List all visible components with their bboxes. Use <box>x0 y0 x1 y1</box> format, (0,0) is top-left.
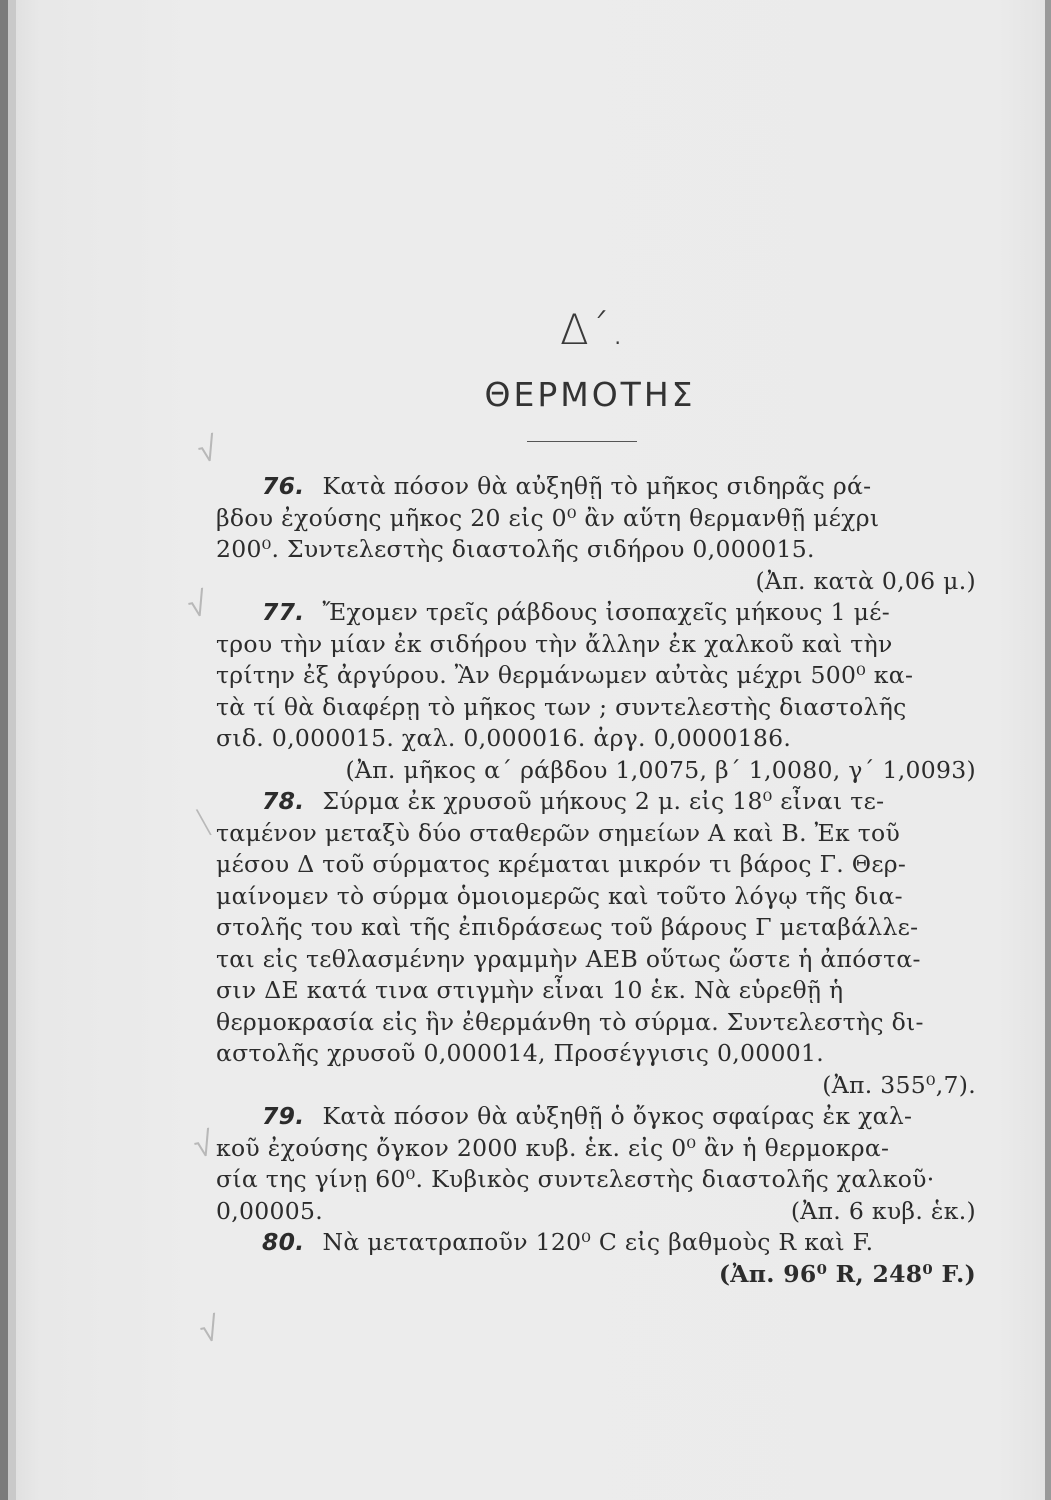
chapter-title: ΘΕΡΜΟΤΗΣ <box>484 375 696 414</box>
problem-78-line-1 <box>216 786 976 818</box>
problem-text-line: 200⁰. Συντελεστὴς διαστολῆς σιδήρου 0,000015. <box>216 535 815 563</box>
problem-answer: (Ἀπ. κατὰ 0,06 μ.) <box>755 566 976 595</box>
problem-text-line: μέσου Δ τοῦ σύρματος κρέμαται μικρόν τι βάρος Γ. Θερ- <box>216 850 907 878</box>
problem-text-line: βδου ἐχούσης μῆκος 20 εἰς 0⁰ ἂν αὕτη θερμανθῇ μέχρι <box>216 503 880 532</box>
problems-text <box>216 471 976 1290</box>
page-spine-shadow <box>0 0 8 1500</box>
problem-80-line-1 <box>216 1227 976 1259</box>
problem-text-line: Σύρμα ἐκ χρυσοῦ μήκους 2 μ. εἰς 18⁰ εἶναι τε- <box>322 787 885 815</box>
problem-text-line: στολῆς του καὶ τῆς ἐπιδράσεως τοῦ βάρους Γ μεταβάλλε- <box>216 913 919 941</box>
problem-text-line: μαίνομεν τὸ σύρμα ὁμοιομερῶς καὶ τοῦτο λόγῳ τῆς δια- <box>216 881 903 910</box>
problem-number: 80. <box>262 1228 305 1256</box>
problem-text-line: θερμοκρασία εἰς ἣν ἐθερμάνθη τὸ σύρμα. Συντελεστὴς δι- <box>216 1007 924 1036</box>
problem-number: 79. <box>262 1102 305 1130</box>
problem-77-line-1 <box>216 597 976 629</box>
problem-answer: (Ἀπ. μῆκος α΄ ράβδου 1,0075, β΄ 1,0080, γ΄ 1,0093) <box>345 755 976 784</box>
problem-answer: (Ἀπ. 355⁰,7). <box>822 1070 976 1099</box>
problem-79-last-line <box>216 1196 976 1228</box>
pencil-check-mark: \ <box>193 801 214 843</box>
problem-text-line: σιν ΔΕ κατά τινα στιγμὴν εἶναι 10 ἑκ. Νὰ εὑρεθῇ ἡ <box>216 976 844 1004</box>
problem-number: 76. <box>262 472 305 500</box>
problem-text-line: Ἔχομεν τρεῖς ράβδους ἰσοπαχεῖς μήκους 1 μέ- <box>322 598 890 626</box>
problem-text-line: τὰ τί θὰ διαφέρῃ τὸ μῆκος των ; συντελεστὴς διαστολῆς <box>216 692 907 721</box>
problem-text-line: Νὰ μετατραποῦν 120⁰ C εἰς βαθμοὺς R καὶ F. <box>322 1228 874 1256</box>
page-spine-edge <box>8 0 16 1500</box>
problem-answer: (Ἀπ. 6 κυβ. ἑκ.) <box>790 1196 976 1225</box>
problem-text-line: Κατὰ πόσον θὰ αὐξηθῇ τὸ μῆκος σιδηρᾶς ρά- <box>322 472 872 500</box>
problem-text-line: σιδ. 0,000015. χαλ. 0,000016. ἀργ. 0,0000186. <box>216 724 792 752</box>
problem-text-line: τρίτην ἐξ ἀργύρου. Ἂν θερμάνωμεν αὐτὰς μέχρι 500⁰ κα- <box>216 661 914 689</box>
problem-number: 78. <box>262 787 305 815</box>
problem-79-line-1 <box>216 1101 976 1133</box>
problem-number: 77. <box>262 598 305 626</box>
problem-text-line: τρου τὴν μίαν ἐκ σιδήρου τὴν ἄλλην ἐκ χαλκοῦ καὶ τὴν <box>216 629 893 658</box>
page-right-edge <box>1045 0 1051 1500</box>
pencil-check-mark: √ <box>194 428 221 472</box>
problem-text-line: ταμένον μεταξὺ δύο σταθερῶν σημείων Α καὶ Β. Ἐκ τοῦ <box>216 818 901 847</box>
problem-76-line-1 <box>216 471 976 503</box>
problem-text-line: σία της γίνῃ 60⁰. Κυβικὸς συντελεστὴς διαστολῆς χαλκοῦ· <box>216 1165 935 1193</box>
pencil-check-mark: √ <box>184 583 211 627</box>
pencil-check-mark: √ <box>196 1308 223 1352</box>
title-divider <box>527 441 637 442</box>
problem-text-line: αστολῆς χρυσοῦ 0,000014, Προσέγγισις 0,00001. <box>216 1039 825 1067</box>
problem-text-line: Κατὰ πόσον θὰ αὐξηθῇ ὁ ὄγκος σφαίρας ἐκ χαλ- <box>322 1102 913 1130</box>
problem-text-line: 0,00005. <box>216 1196 324 1225</box>
pencil-check-mark: √ <box>190 1123 217 1167</box>
problem-text-line: ται εἰς τεθλασμένην γραμμὴν ΑΕΒ οὕτως ὥστε ἡ ἀπόστα- <box>216 944 921 973</box>
problem-answer: (Ἀπ. 96⁰ R, 248⁰ F.) <box>718 1259 976 1288</box>
problem-text-line: κοῦ ἐχούσης ὄγκον 2000 κυβ. ἑκ. εἰς 0⁰ ἂν ἡ θερμοκρα- <box>216 1133 890 1162</box>
chapter-letter: Δ΄. <box>560 305 626 354</box>
